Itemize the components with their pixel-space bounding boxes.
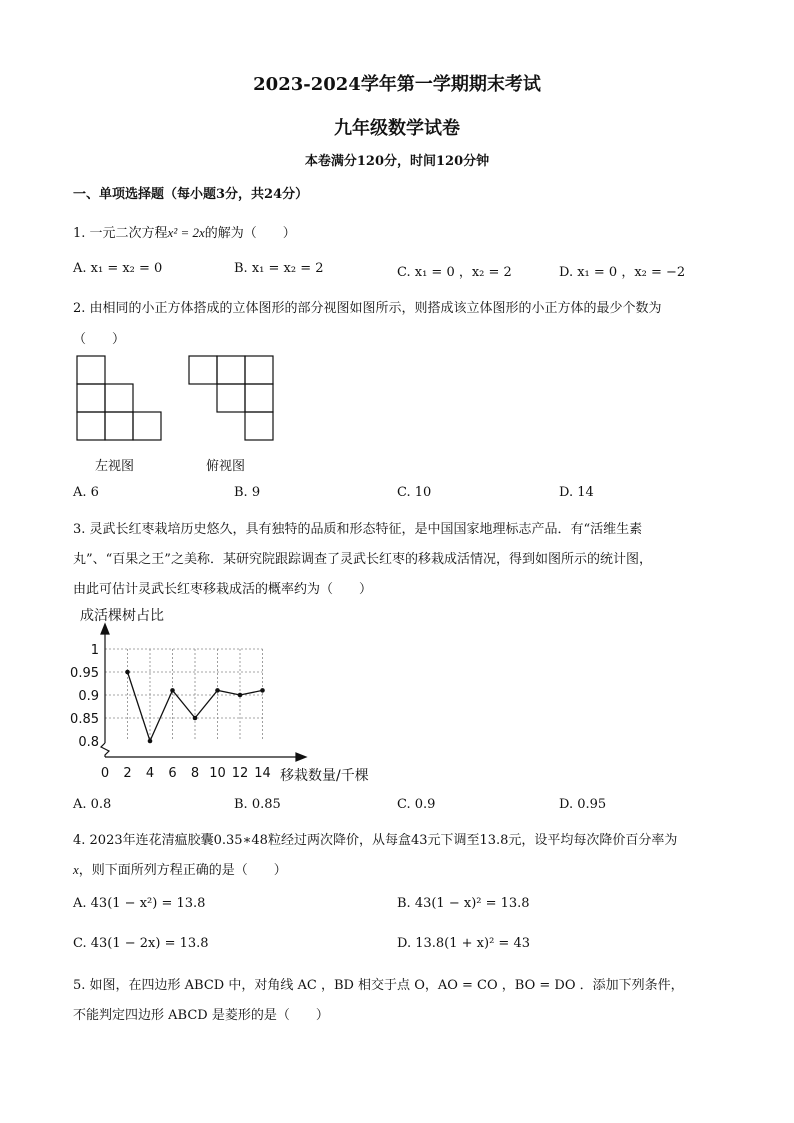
exam-title: 2023-2024学年第一学期期末考试 — [253, 74, 541, 95]
exam-info: 本卷满分120分，时间120分钟 — [304, 154, 490, 169]
chart-x-axis-label: 移栽数量/千棵 — [280, 768, 369, 784]
question-3-line-2: 丸”、“百果之王”之美称．某研究院跟踪调查了灵武长红枣的移栽成活情况，得到如图所示的统计图， — [73, 552, 652, 567]
survival-rate-chart — [60, 600, 400, 790]
question-2-line-2: （ ） — [73, 332, 126, 347]
y-axis-arrow — [101, 624, 109, 634]
q4-option-a[interactable]: A. 43(1 − x²) = 13.8 — [73, 896, 206, 911]
x-tick-label: 2 — [123, 766, 132, 781]
q4-line-2-text: ，则下面所列方程正确的是（ ） — [78, 863, 287, 878]
y-tick-label: 1 — [90, 643, 99, 658]
top-view-caption: 俯视图 — [206, 459, 246, 474]
x-tick-label: 6 — [168, 766, 177, 781]
question-4-line-2 — [73, 859, 287, 878]
data-point — [215, 688, 220, 693]
question-3-line-1: 3. 灵武长红枣栽培历史悠久，具有独特的品质和形态特征，是中国国家地理标志产品．有“活维生素 — [73, 522, 643, 537]
q3-option-d[interactable]: D. 0.95 — [559, 797, 607, 812]
q3-option-a[interactable]: A. 0.8 — [73, 797, 112, 812]
q1-option-c[interactable]: C. x₁ = 0 ，x₂ = 2 — [397, 265, 512, 280]
question-2-line-1: 2. 由相同的小正方体搭成的立体图形的部分视图如图所示，则搭成该立体图形的小正方体的最少个数为 — [73, 301, 662, 316]
q4-variable: x — [73, 862, 79, 877]
x-tick-label: 14 — [254, 766, 271, 781]
data-point — [193, 716, 198, 721]
y-tick-label: 0.9 — [78, 689, 99, 704]
q1-equation: x² = 2x — [167, 225, 205, 240]
x-tick-label: 4 — [145, 766, 155, 781]
x-tick-label: 12 — [231, 766, 249, 781]
q1-stem-pre: 1. 一元二次方程 — [73, 226, 168, 241]
q1-stem-post: 的解为（ ） — [204, 226, 296, 241]
y-tick-label: 0.8 — [78, 735, 99, 750]
q2-option-c[interactable]: C. 10 — [397, 485, 432, 500]
data-point — [125, 670, 130, 675]
y-tick-label: 0.85 — [70, 712, 99, 727]
q4-option-b[interactable]: B. 43(1 − x)² = 13.8 — [397, 896, 530, 911]
q3-option-b[interactable]: B. 0.85 — [234, 797, 281, 812]
chart-tick-labels — [70, 643, 271, 781]
data-point — [148, 739, 153, 744]
section-heading: 一、单项选择题（每小题3分，共24分） — [73, 187, 309, 202]
question-5-line-1: 5. 如图，在四边形 ABCD 中，对角线 AC ，BD 相交于点 O，AO = CO ，BO = DO ．添加下列条件， — [73, 978, 684, 993]
x-tick-label: 10 — [209, 766, 226, 781]
x-axis-arrow — [296, 753, 306, 761]
q1-option-d[interactable]: D. x₁ = 0 ，x₂ = −2 — [559, 265, 686, 280]
q2-option-d[interactable]: D. 14 — [559, 485, 594, 500]
chart-axes — [101, 624, 306, 761]
paper-subtitle: 九年级数学试卷 — [334, 118, 460, 139]
x-tick-label: 0 — [100, 766, 110, 781]
data-point — [260, 688, 265, 693]
left-view-caption: 左视图 — [95, 459, 135, 474]
left-view-grid — [77, 356, 161, 440]
q1-option-a[interactable]: A. x₁ = x₂ = 0 — [73, 261, 163, 276]
y-axis-break — [101, 743, 109, 757]
q4-option-c[interactable]: C. 43(1 − 2x) = 13.8 — [73, 936, 209, 951]
q2-views-figure — [70, 350, 290, 450]
question-3-line-3: 由此可估计灵武长红枣移栽成活的概率约为（ ） — [73, 582, 373, 597]
data-point — [170, 688, 175, 693]
chart-y-axis-label: 成活棵树占比 — [80, 608, 164, 624]
q2-option-b[interactable]: B. 9 — [234, 485, 261, 500]
data-point — [238, 693, 243, 698]
top-view-grid — [189, 356, 273, 440]
question-4-line-1: 4. 2023年连花清瘟胶囊0.35∗48粒经过两次降价，从每盒43元下调至13.8元，设平均每次降价百分率为 — [73, 833, 678, 848]
y-tick-label: 0.95 — [70, 666, 99, 681]
q2-option-a[interactable]: A. 6 — [73, 485, 99, 500]
q1-option-b[interactable]: B. x₁ = x₂ = 2 — [234, 261, 324, 276]
x-tick-label: 8 — [190, 766, 200, 781]
q4-option-d[interactable]: D. 13.8(1 + x)² = 43 — [397, 936, 530, 951]
question-1-stem — [73, 222, 296, 241]
q3-option-c[interactable]: C. 0.9 — [397, 797, 436, 812]
question-5-line-2: 不能判定四边形 ABCD 是菱形的是（ ） — [73, 1008, 329, 1023]
